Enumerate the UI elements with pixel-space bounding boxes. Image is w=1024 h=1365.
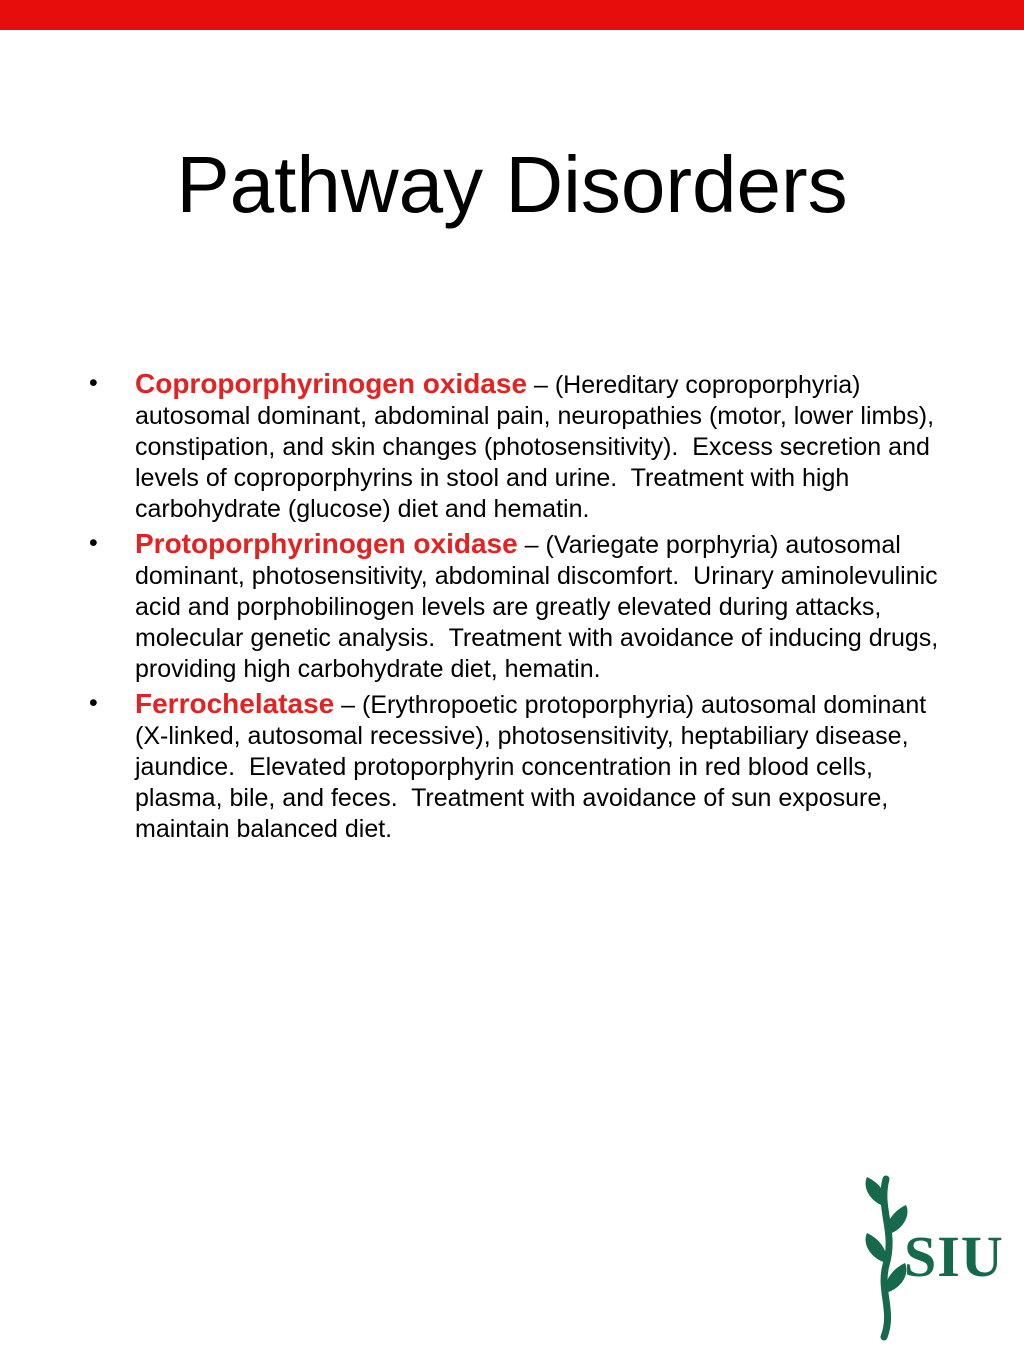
page-title: Pathway Disorders <box>176 140 848 229</box>
bullet-body: (Hereditary coproporphyria) autosomal dominant, abdominal pain, neuropathies (motor, lower limbs), constipation, and skin changes (photosensitivity). Excess secretion and levels of coproporphyrins in stool and urine. Treatment with high carbohydrate (glucose) diet and hematin. <box>135 370 941 523</box>
term-separator: – <box>334 690 363 719</box>
term-separator: – <box>527 370 555 399</box>
bullet-body: (Variegate porphyria) autosomal dominant, photosensitivity, abdominal discomfort. Urinary aminolevulinic acid and porphobilinogen levels are greatly elevated during attacks, molecular genetic analysis. Treatment with avoidance of inducing drugs, providing high carbohydrate diet, hematin. <box>135 530 946 683</box>
bullet-icon: • <box>89 528 98 557</box>
bullet-icon: • <box>89 368 98 397</box>
list-item <box>85 688 944 845</box>
enzyme-term: Coproporphyrinogen oxidase <box>135 367 528 399</box>
bullet-list <box>0 368 1024 845</box>
bullet-body: (Erythropoetic protoporphyria) autosomal dominant (X-linked, autosomal recessive), photosensitivity, heptabiliary disease, jaundice. Elevated protoporphyrin concentration in red blood cells, plasma, bile, and feces. Treatment with avoidance of sun exposure, maintain balanced diet. <box>135 690 934 843</box>
list-item <box>85 368 944 525</box>
enzyme-term: Protoporphyrinogen oxidase <box>135 527 518 559</box>
list-item <box>85 528 944 685</box>
term-separator: – <box>517 530 546 559</box>
bullet-icon: • <box>89 688 98 717</box>
siu-logo <box>852 1173 1012 1343</box>
enzyme-term: Ferrochelatase <box>135 687 335 719</box>
top-red-bar <box>0 0 1024 30</box>
siu-logo-text: SIU <box>904 1224 1004 1289</box>
